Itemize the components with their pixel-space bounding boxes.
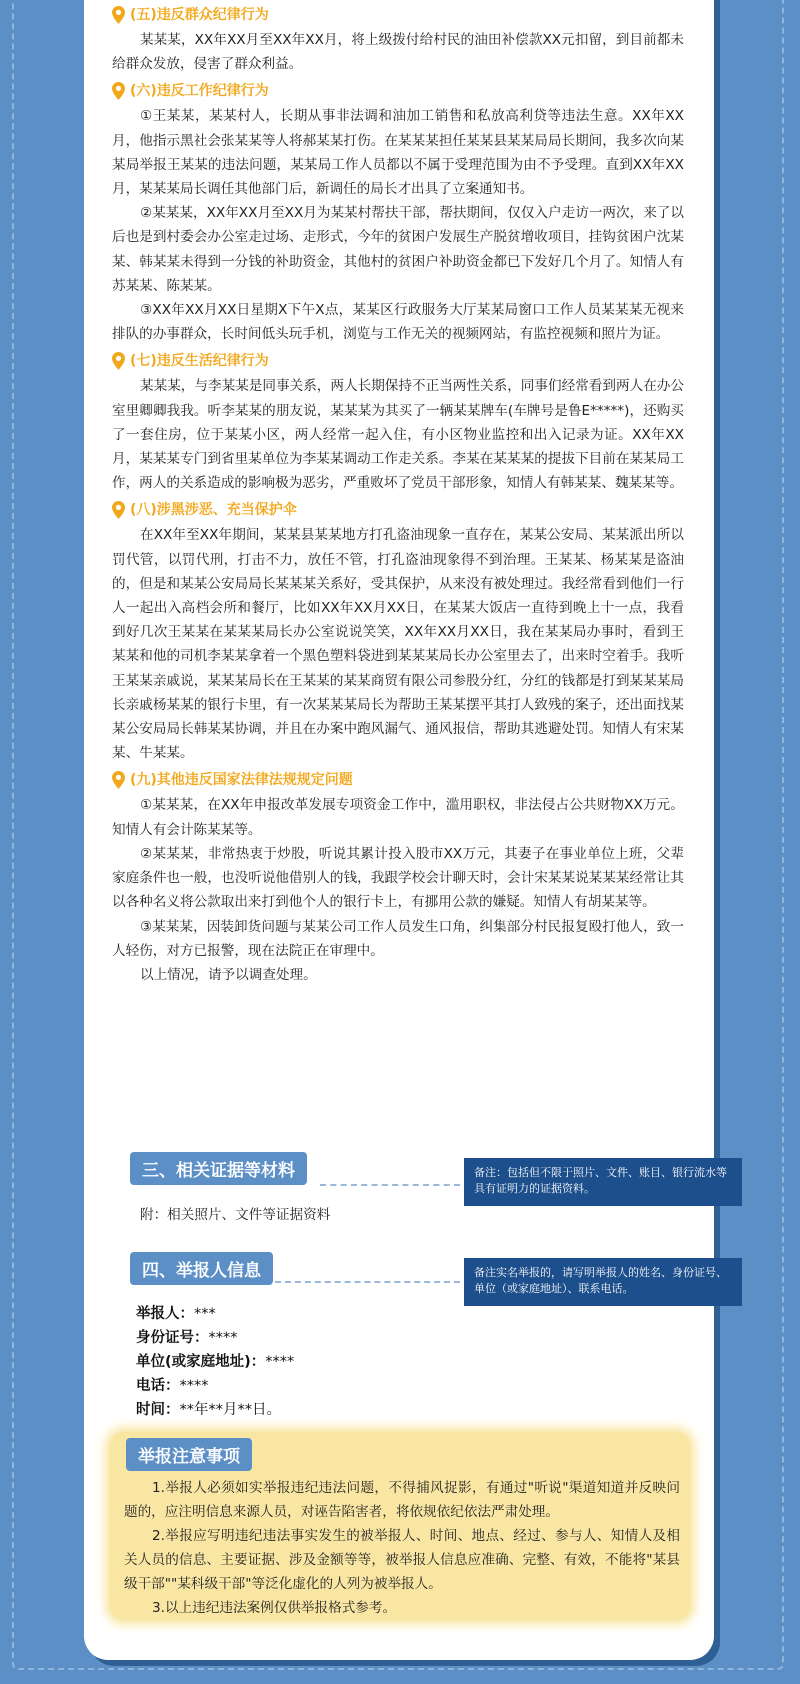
section-title: (六)违反工作纪律行为 [130, 83, 269, 100]
section-paragraph: 某某某，与李某某是同事关系，两人长期保持不正当两性关系，同事们经常看到两人在办公室里卿卿我我。听李某某的朋友说，某某某为其买了一辆某某牌车(车牌号是鲁E*****)，还购买了一套住房，位于某某小区，两人经常一起入住，有小区物业监控和出入记录为证。XX年XX月，某某某专门到省里某单位为李某某调动工作走关系。李某在某某某的提拔下目前在某某局工作，两人的关系造成的影响极为恶劣，严重败坏了党员干部形象，知情人有韩某某、魏某某等。 [112, 378, 684, 492]
section-title: (八)涉黑涉恶、充当保护伞 [130, 502, 297, 519]
section-title: (九)其他违反国家法律法规规定问题 [130, 772, 353, 789]
date-row: 时间：**年**月**日。 [136, 1402, 281, 1418]
complaint-body [112, 0, 684, 987]
reporter-note: 备注实名举报的，请写明举报人的姓名、身份证号、单位（或家庭地址）、联系电话。 [464, 1258, 742, 1306]
reporter-fields [136, 1302, 294, 1422]
section-paragraph: 某某某，XX年XX月至XX年XX月，将上级拨付给村民的油田补偿款XX元扣留，到目前都未给群众发放，侵害了群众利益。 [112, 32, 684, 73]
work-unit-row: 单位(或家庭地址)：**** [136, 1354, 295, 1370]
evidence-attachment: 附：相关照片、文件等证据资料 [140, 1207, 331, 1223]
reporter-divider [275, 1281, 460, 1283]
phone-row: 电话：**** [136, 1378, 209, 1394]
section-paragraph: ③某某某，因装卸货问题与某某公司工作人员发生口角，纠集部分村民报复殴打他人，致一人轻伤，对方已报警，现在法院正在审理中。 [112, 918, 684, 959]
notice-item: 2.举报应写明违纪违法事实发生的被举报人、时间、地点、经过、参与人、知情人及相关人员的信息、主要证据、涉及金额等等，被举报人信息应准确、完整、有效，不能将"某县级干部""某科级干部"等泛化虚化的人列为被举报人。 [124, 1528, 680, 1592]
section-5 [112, 2, 684, 76]
evidence-heading: 三、相关证据等材料 [130, 1152, 307, 1185]
reporter-name-row: 举报人：*** [136, 1306, 216, 1322]
notice-heading: 举报注意事项 [126, 1438, 252, 1471]
section-paragraph: ①某某某，在XX年申报改革发展专项资金工作中，滥用职权，非法侵占公共财物XX万元。知情人有会计陈某某等。 [112, 797, 684, 838]
section-paragraph: 在XX年至XX年期间，某某县某某地方打孔盗油现象一直存在，某某公安局、某某派出所以罚代管，以罚代刑，打击不力，放任不管，打孔盗油现象得不到治理。王某某、杨某某是盗油的，但是和某某公安局局长某某某关系好，受其保护，从来没有被处理过。我经常看到他们一行人一起出入高档会所和餐厅，比如XX年XX月XX日，在某某大饭店一直待到晚上十一点，我看到好几次王某某在某某某局长办公室说说笑笑，XX年XX月XX日，我在某某局办事时，看到王某某和他的司机李某某拿着一个黑色塑料袋进到某某某局长办公室里去了，出来时空着手。我听王某某亲戚说，某某某局长在王某某的某某商贸有限公司参股分红，分红的钱都是打到某某某局长亲戚杨某某的银行卡里，有一次某某某局长为帮助王某某摆平其打人致残的案子，还出面找某某公安局局长韩某某协调，并且在办案中跑风漏气、通风报信，帮助其逃避处罚。知情人有宋某某、牛某某。 [112, 527, 684, 762]
section-paragraph: ②某某某，XX年XX月至XX月为某某村帮扶干部，帮扶期间，仅仅入户走访一两次，来了以后也是到村委会办公室走过场、走形式，今年的贫困户发展生产脱贫增收项目，挂钩贫困户沈某某、韩某某未得到一分钱的补助资金，其他村的贫困户补助资金都已下发好几个月了。知情人有苏某某、陈某某。 [112, 205, 684, 294]
section-7 [112, 348, 684, 495]
notice-item: 1.举报人必须如实举报违纪违法问题，不得捕风捉影，有通过"听说"渠道知道并反映问题的，应注明信息来源人员，对诬告陷害者，将依规依纪依法严肃处理。 [124, 1480, 680, 1520]
section-paragraph: ②某某某，非常热衷于炒股，听说其累计投入股市XX万元，其妻子在事业单位上班，父辈家庭条件也一般，也没听说他借别人的钱，我跟学校会计聊天时，会计宋某某说某某某经常让其以各种名义将公款取出来打到他个人的银行卡上，有挪用公款的嫌疑。知情人有胡某某等。 [112, 845, 684, 911]
location-pin-icon [112, 6, 125, 24]
evidence-divider [320, 1184, 460, 1186]
id-number-row: 身份证号：**** [136, 1330, 238, 1346]
reporter-heading: 四、举报人信息 [130, 1252, 273, 1285]
section-title: (五)违反群众纪律行为 [130, 6, 269, 23]
notice-panel [110, 1432, 690, 1620]
location-pin-icon [112, 82, 125, 100]
evidence-note: 备注：包括但不限于照片、文件、账目、银行流水等具有证明力的证据资料。 [464, 1158, 742, 1206]
section-paragraph: ③XX年XX月XX日星期X下午X点，某某区行政服务大厅某某局窗口工作人员某某某无视来排队的办事群众，长时间低头玩手机，浏览与工作无关的视频网站，有监控视频和照片为证。 [112, 302, 684, 343]
section-8 [112, 497, 684, 765]
closing-line: 以上情况，请予以调查处理。 [140, 966, 317, 983]
location-pin-icon [112, 352, 125, 370]
section-6 [112, 78, 684, 346]
section-paragraph: ①王某某，某某村人，长期从事非法调和油加工销售和私放高利贷等违法生意。XX年XX月，他指示黑社会张某某等人将郝某某打伤。在某某某担任某某县某某局局长期间，我多次向某某局举报王某某的违法问题，某某局工作人员都以不属于受理范围为由不予受理。直到XX年XX月，某某某局长调任其他部门后，新调任的局长才出具了立案通知书。 [112, 108, 684, 198]
notice-item: 3.以上违纪违法案例仅供举报格式参考。 [152, 1600, 397, 1616]
location-pin-icon [112, 771, 125, 789]
location-pin-icon [112, 501, 125, 519]
section-title: (七)违反生活纪律行为 [130, 353, 269, 370]
section-9 [112, 767, 684, 987]
